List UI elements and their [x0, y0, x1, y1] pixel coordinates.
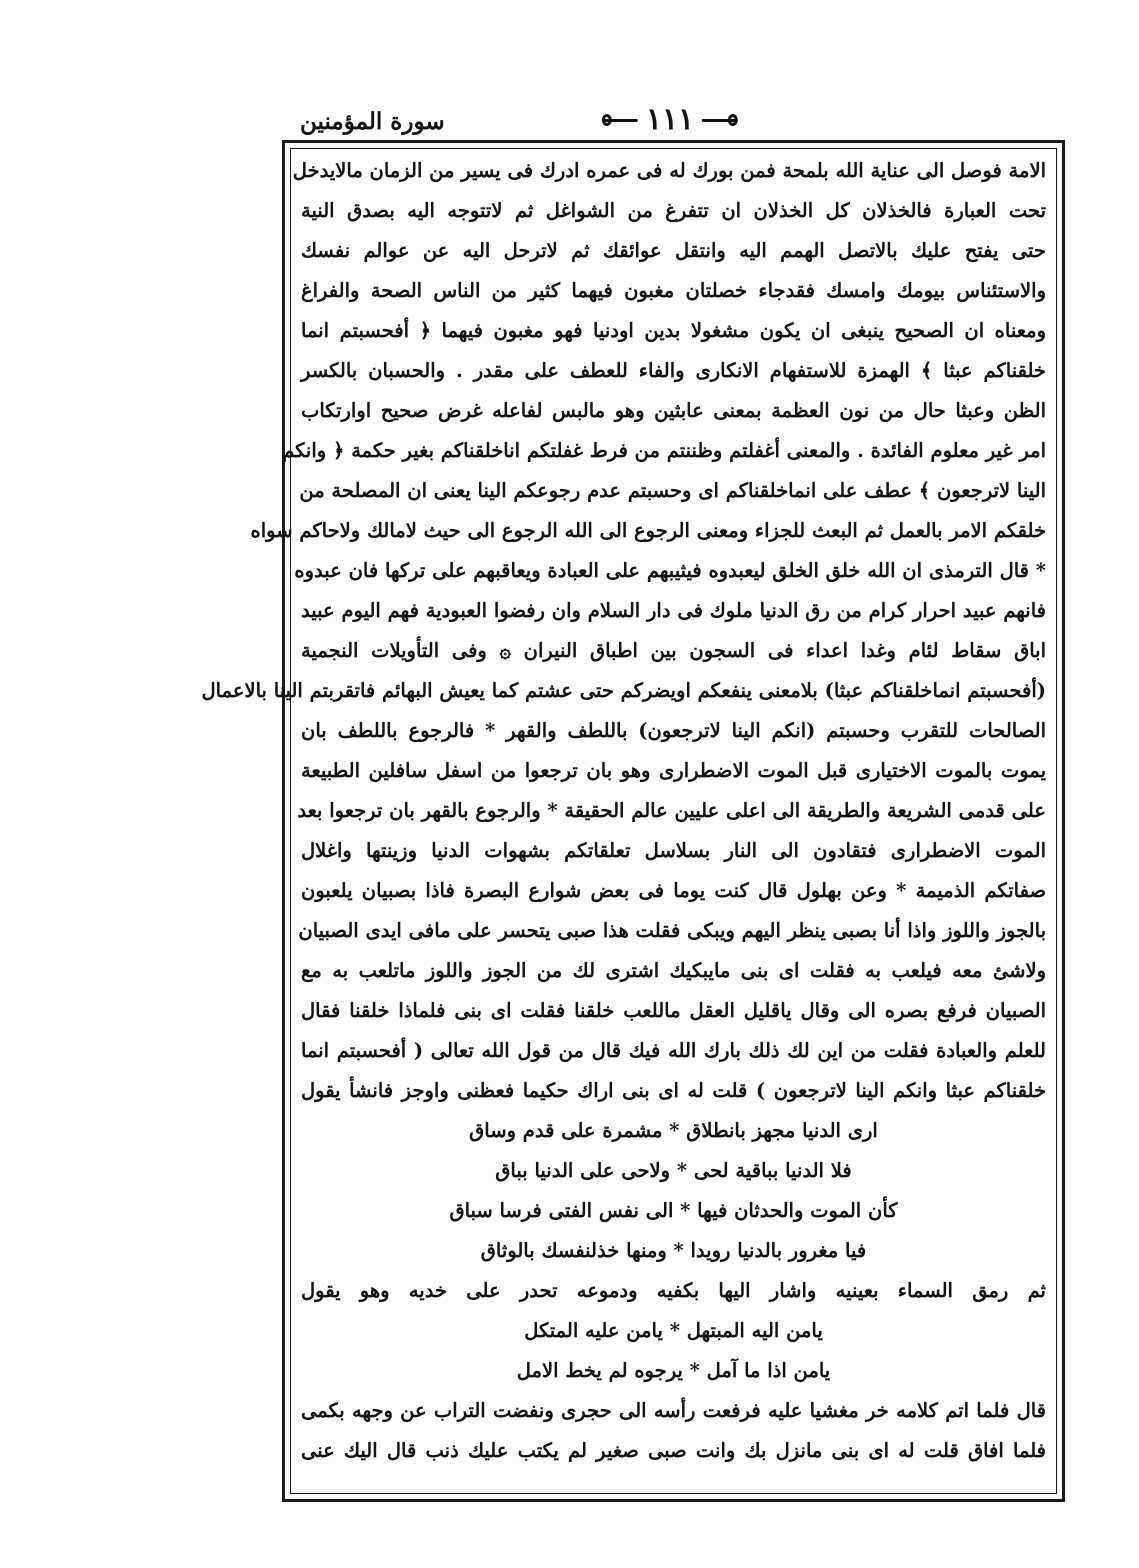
ornament-left-icon [602, 115, 638, 125]
text-line: فلما افاق قلت له اى بنى مانزل بك وانت صبى صغير لم يكتب عليك ذنب قال اليك عنى [301, 1439, 1046, 1462]
text-line: ولاشئ معه فيلعب به فقلت اى بنى مايبكيك اشترى لك من الجوز واللوز ماتلعب به مع [301, 959, 1046, 982]
text-line: ومعناه ان الصحيح ينبغى ان يكون مشغولا بدين اودنيا فهو مغبون فيهما ﴿ أفحسبتم انما [301, 319, 1046, 342]
text-line: * قال الترمذى ان الله خلق الخلق ليعبدوه فيثيبهم على العبادة ويعاقبهم على تركها فان عبدوه [294, 559, 1046, 582]
text-line: صفاتكم الذميمة * وعن بهلول قال كنت يوما فى بعض شوارع البصرة فاذا بصبيان يلعبون [301, 879, 1046, 902]
ornament-right-icon [702, 115, 738, 125]
text-line: على قدمى الشريعة والطريقة الى اعلى عليين عالم الحقيقة * والرجوع بالقهر بان ترجعوا بعد [297, 799, 1046, 822]
text-line: الظن وعبثا حال من نون العظمة بمعنى عابثين وهو مالبس لفاعله غرض صحيح اوارتكاب [301, 399, 1046, 422]
text-line: الينا لاترجعون ﴾ عطف على انماخلقناكم اى وحسبتم عدم رجوعكم الينا يعنى ان المصلحة من [299, 479, 1046, 502]
page-number: ١١١ [602, 102, 738, 137]
text-line: تحت العبارة فالخذلان كل الخذلان ان تتفرغ من الشواغل ثم لاتتوجه اليه بصدق النية [301, 199, 1046, 222]
text-line: بالجوز واللوز واذا أنا بصبى ينظر اليهم ويبكى فقلت هذا صبى يتحسر على مافى ايدى الصبيان [298, 919, 1046, 942]
page-frame [201, 140, 1065, 1502]
verse-line: يامن اذا ما آمل * يرجوه لم يخط الامل [516, 1359, 831, 1382]
text-line: امر غير معلوم الفائدة . والمعنى أغفلتم وظننتم من فرط غفلتكم اناخلقناكم بغير حكمة ﴿ وانكم [282, 439, 1046, 462]
text-line: فانهم عبيد احرار كرام من رق الدنيا ملوك فى دار السلام وان رفضوا العبودية فهم اليوم عبيد [301, 599, 1046, 622]
text-line: الموت الاضطرارى فتقادون الى النار بسلاسل تعلقاتكم بشهوات الدنيا وزينتها واغلال [301, 839, 1046, 862]
text-line: والاستئناس بيومك وامسك فقدجاء خصلتان مغبون فيهما كثير من الناس الصحة والفراغ [301, 279, 1046, 302]
text-line: قال فلما اتم كلامه خر مغشيا عليه فرفعت رأسه الى حجرى ونفضت التراب عن وجهه بكمى [301, 1399, 1046, 1422]
page-body [201, 151, 1046, 1471]
text-line: خلقناكم عبثا ﴾ الهمزة للاستفهام الانكارى والفاء للعطف على مقدر . والحسبان بالكسر [301, 359, 1046, 382]
text-line: الصبيان فرفع بصره الى وقال ياقليل العقل ماللعب خلقنا فقلت اى بنى فلماذا خلقنا فقال [301, 999, 1046, 1022]
text-line: الصالحات للتقرب وحسبتم (انكم الينا لاترجعون) باللطف والقهر * فالرجوع باللطف بان [301, 719, 1046, 742]
text-line: للعلم والعبادة فقلت من اين لك ذلك بارك الله فيك قال من قول الله تعالى ( أفحسبتم انما [301, 1039, 1046, 1062]
text-line: خلقناكم عبثا وانكم الينا لاترجعون ) قلت له اى بنى اراك حكيما فعظنى واوجز فانشأ يقول [301, 1079, 1046, 1102]
verse-line: فيا مغرور بالدنيا رويدا * ومنها خذلنفسك بالوثاق [480, 1239, 867, 1262]
verse-line: فلا الدنيا بباقية لحى * ولاحى على الدنيا بباق [495, 1159, 852, 1182]
text-line: (أفحسبتم انماخلقناكم عبثا) بلامعنى ينفعكم اويضركم حتى عشتم كما يعيش البهائم فاتقربتم الينا بالاعمال [201, 679, 1046, 702]
surah-title: سورة المؤمنين [300, 108, 445, 135]
verse-line: كأن الموت والحدثان فيها * الى نفس الفتى فرسا سباق [449, 1199, 898, 1222]
verse-line: ارى الدنيا مجهز بانطلاق * مشمرة على قدم وساق [469, 1119, 878, 1142]
text-line: الامة فوصل الى عناية الله بلمحة فمن بورك له فى عمره ادرك فى يسير من الزمان مالايدخل [292, 159, 1046, 182]
text-line: اباق سقاط لئام وغدا اعداء فى السجون بين اطباق النيران ۞ وفى التأويلات النجمية [301, 639, 1046, 662]
page-header [280, 98, 1060, 142]
text-line: خلقكم الامر بالعمل ثم البعث للجزاء ومعنى الرجوع الى الله الرجوع الى حيث لامالك ولاحاكم سواه [250, 519, 1046, 542]
text-line: حتى يفتح عليك بالاتصل الهمم اليه وانتقل عوائقك ثم لاترحل اليه عن عوالم نفسك [301, 239, 1046, 262]
text-line: يموت بالموت الاختيارى قبل الموت الاضطرارى وهو بان ترجعوا من اسفل سافلين الطبيعة [301, 759, 1046, 782]
verse-line: يامن اليه المبتهل * يامن عليه المتكل [524, 1319, 823, 1342]
text-line: ثم رمق السماء بعينيه واشار اليها بكفيه ودموعه تحدر على خديه وهو يقول [301, 1279, 1046, 1302]
